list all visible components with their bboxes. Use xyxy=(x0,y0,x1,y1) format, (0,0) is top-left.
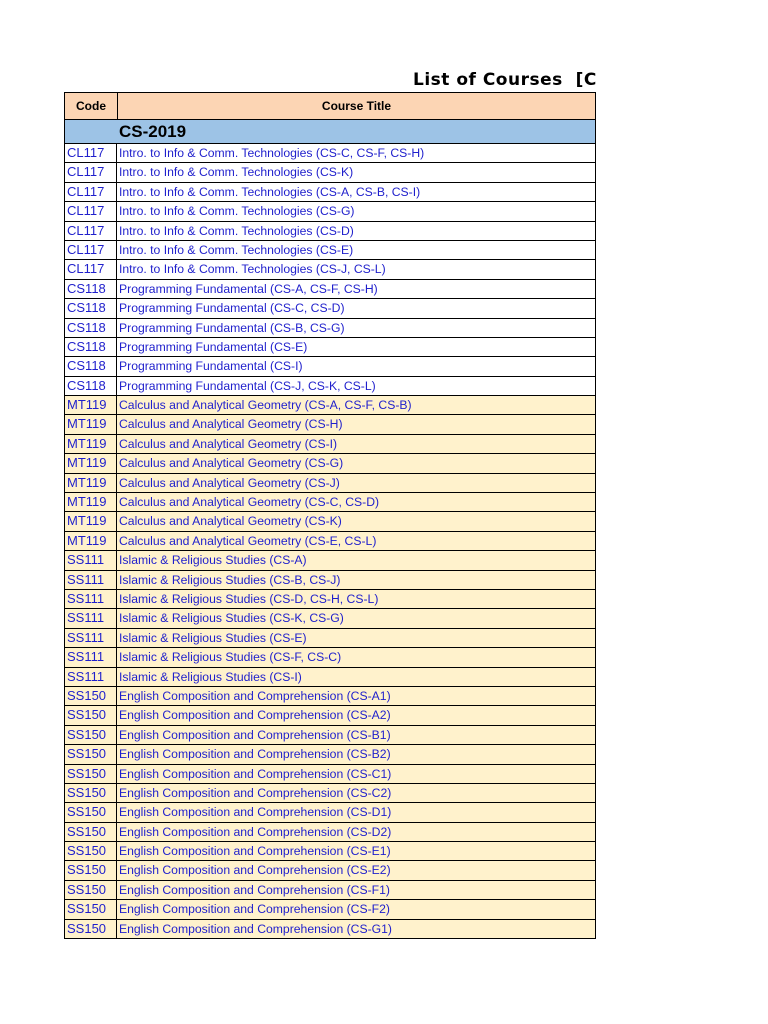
course-code-cell[interactable]: SS150 xyxy=(65,861,117,879)
course-code-cell[interactable]: SS111 xyxy=(65,551,117,569)
course-code-cell[interactable]: MT119 xyxy=(65,454,117,472)
course-code-cell[interactable]: SS150 xyxy=(65,687,117,705)
course-code-cell[interactable]: SS111 xyxy=(65,668,117,686)
course-title-cell[interactable]: English Composition and Comprehension (CS-B2) xyxy=(119,747,391,762)
table-row[interactable] xyxy=(65,920,595,939)
table-row[interactable] xyxy=(65,241,595,260)
course-title-cell[interactable]: Islamic & Religious Studies (CS-F, CS-C) xyxy=(119,650,342,665)
course-code-cell[interactable]: SS150 xyxy=(65,881,117,899)
table-row[interactable] xyxy=(65,861,595,880)
course-code-cell[interactable]: CL117 xyxy=(65,202,117,220)
table-row[interactable] xyxy=(65,668,595,687)
course-title-cell[interactable]: English Composition and Comprehension (CS-D1) xyxy=(119,805,392,820)
table-row[interactable] xyxy=(65,590,595,609)
table-row[interactable] xyxy=(65,609,595,628)
table-row[interactable] xyxy=(65,512,595,531)
table-row[interactable] xyxy=(65,299,595,318)
course-title-cell[interactable]: English Composition and Comprehension (CS-D2) xyxy=(119,824,392,839)
course-code-cell[interactable]: MT119 xyxy=(65,435,117,453)
table-row[interactable] xyxy=(65,415,595,434)
course-title-cell[interactable]: English Composition and Comprehension (CS-G1) xyxy=(119,921,392,936)
table-row[interactable] xyxy=(65,319,595,338)
course-title-cell[interactable]: Calculus and Analytical Geometry (CS-E, CS-L) xyxy=(119,533,377,548)
course-title-cell[interactable]: English Composition and Comprehension (CS-A2) xyxy=(119,708,391,723)
course-title-cell[interactable]: Calculus and Analytical Geometry (CS-H) xyxy=(119,417,343,432)
course-title-cell[interactable]: Calculus and Analytical Geometry (CS-K) xyxy=(119,514,342,529)
course-table xyxy=(64,92,596,939)
course-code-cell[interactable]: SS150 xyxy=(65,784,117,802)
table-row[interactable] xyxy=(65,493,595,512)
course-title-cell[interactable]: Programming Fundamental (CS-C, CS-D) xyxy=(119,301,345,316)
table-row[interactable] xyxy=(65,163,595,182)
table-row[interactable] xyxy=(65,474,595,493)
table-row[interactable] xyxy=(65,396,595,415)
course-code-cell[interactable]: CS118 xyxy=(65,319,117,337)
course-code-cell[interactable]: SS150 xyxy=(65,745,117,763)
course-code-cell[interactable]: CS118 xyxy=(65,338,117,356)
course-code-cell[interactable]: SS111 xyxy=(65,648,117,666)
course-title-cell[interactable]: Intro. to Info & Comm. Technologies (CS-C, CS-F, CS-H) xyxy=(119,146,425,160)
table-row[interactable] xyxy=(65,454,595,473)
table-row[interactable] xyxy=(65,183,595,202)
table-row[interactable] xyxy=(65,280,595,299)
course-title-cell[interactable]: English Composition and Comprehension (CS-F1) xyxy=(119,882,390,897)
table-body xyxy=(65,144,595,939)
course-code-cell[interactable]: SS150 xyxy=(65,920,117,938)
table-row[interactable] xyxy=(65,260,595,279)
table-row[interactable] xyxy=(65,435,595,454)
course-title-cell[interactable]: Islamic & Religious Studies (CS-I) xyxy=(119,669,302,684)
course-title-cell[interactable]: Islamic & Religious Studies (CS-K, CS-G) xyxy=(119,611,344,626)
header-code: Code xyxy=(65,93,118,119)
course-title-cell[interactable]: Calculus and Analytical Geometry (CS-A, CS-F, CS-B) xyxy=(119,398,412,413)
table-row[interactable] xyxy=(65,706,595,725)
table-row[interactable] xyxy=(65,823,595,842)
course-title-cell[interactable]: Programming Fundamental (CS-J, CS-K, CS-L) xyxy=(119,378,376,393)
section-row xyxy=(65,120,595,144)
course-title-cell[interactable]: English Composition and Comprehension (CS-C1) xyxy=(119,766,392,781)
course-code-cell[interactable]: SS150 xyxy=(65,803,117,821)
course-title-cell[interactable]: English Composition and Comprehension (CS-C2) xyxy=(119,785,392,800)
course-code-cell[interactable]: SS150 xyxy=(65,900,117,918)
course-code-cell[interactable]: MT119 xyxy=(65,493,117,511)
course-code-cell[interactable]: MT119 xyxy=(65,532,117,550)
course-title-cell[interactable]: Islamic & Religious Studies (CS-E) xyxy=(119,630,307,645)
course-title-cell[interactable]: Intro. to Info & Comm. Technologies (CS-G) xyxy=(119,204,355,219)
course-title-cell[interactable]: Calculus and Analytical Geometry (CS-J) xyxy=(119,475,340,490)
course-title-cell[interactable]: Islamic & Religious Studies (CS-D, CS-H, CS-L) xyxy=(119,591,379,606)
course-code-cell[interactable]: CL117 xyxy=(65,241,117,259)
course-title-cell[interactable]: Islamic & Religious Studies (CS-B, CS-J) xyxy=(119,572,341,587)
course-code-cell[interactable]: SS111 xyxy=(65,571,117,589)
course-title-cell[interactable]: Intro. to Info & Comm. Technologies (CS-K) xyxy=(119,165,354,180)
course-code-cell[interactable]: SS111 xyxy=(65,590,117,608)
table-row[interactable] xyxy=(65,144,595,163)
course-code-cell[interactable]: SS111 xyxy=(65,609,117,627)
section-label: CS-2019 xyxy=(119,122,187,141)
course-title-cell[interactable]: Calculus and Analytical Geometry (CS-G) xyxy=(119,456,344,471)
course-code-cell[interactable]: MT119 xyxy=(65,396,117,414)
course-code-cell[interactable]: SS150 xyxy=(65,726,117,744)
course-code-cell[interactable]: SS150 xyxy=(65,706,117,724)
course-code-cell[interactable]: MT119 xyxy=(65,512,117,530)
course-code-cell[interactable]: MT119 xyxy=(65,415,117,433)
course-title-cell[interactable]: Programming Fundamental (CS-E) xyxy=(119,339,308,354)
course-title-cell[interactable]: Calculus and Analytical Geometry (CS-I) xyxy=(119,436,338,451)
table-row[interactable] xyxy=(65,726,595,745)
course-title-cell[interactable]: English Composition and Comprehension (CS-B1) xyxy=(119,727,391,742)
course-code-cell[interactable]: CL117 xyxy=(65,144,117,162)
course-title-cell[interactable]: English Composition and Comprehension (CS-A1) xyxy=(119,688,391,703)
course-code-cell[interactable]: CL117 xyxy=(65,163,117,181)
course-title-cell[interactable]: English Composition and Comprehension (CS-E2) xyxy=(119,863,391,878)
course-title-cell[interactable]: English Composition and Comprehension (CS-F2) xyxy=(119,902,390,917)
course-code-cell[interactable]: SS150 xyxy=(65,823,117,841)
course-code-cell[interactable]: CS118 xyxy=(65,299,117,317)
course-title-cell[interactable]: Islamic & Religious Studies (CS-A) xyxy=(119,553,307,568)
course-title-cell[interactable]: Calculus and Analytical Geometry (CS-C, CS-D) xyxy=(119,495,380,510)
course-title-cell[interactable]: Intro. to Info & Comm. Technologies (CS-D) xyxy=(119,223,354,238)
course-code-cell[interactable]: SS111 xyxy=(65,629,117,647)
table-row[interactable] xyxy=(65,377,595,396)
table-row[interactable] xyxy=(65,629,595,648)
table-row[interactable] xyxy=(65,532,595,551)
table-row[interactable] xyxy=(65,784,595,803)
course-title-cell[interactable]: English Composition and Comprehension (CS-E1) xyxy=(119,844,391,859)
table-row[interactable] xyxy=(65,357,595,376)
course-title-cell[interactable]: Intro. to Info & Comm. Technologies (CS-A, CS-B, CS-I) xyxy=(119,184,421,199)
course-title-cell[interactable]: Programming Fundamental (CS-B, CS-G) xyxy=(119,320,345,335)
table-row[interactable] xyxy=(65,202,595,221)
course-code-cell[interactable]: CS118 xyxy=(65,357,117,375)
page-title: List of Courses [C xyxy=(413,70,597,90)
table-row[interactable] xyxy=(65,765,595,784)
table-row[interactable] xyxy=(65,571,595,590)
course-code-cell[interactable]: CL117 xyxy=(65,260,117,278)
course-code-cell[interactable]: SS150 xyxy=(65,842,117,860)
table-row[interactable] xyxy=(65,648,595,667)
table-row[interactable] xyxy=(65,551,595,570)
course-code-cell[interactable]: CL117 xyxy=(65,183,117,201)
course-title-cell[interactable]: Programming Fundamental (CS-A, CS-F, CS-H) xyxy=(119,281,378,296)
course-code-cell[interactable]: CS118 xyxy=(65,280,117,298)
table-row[interactable] xyxy=(65,222,595,241)
table-row[interactable] xyxy=(65,842,595,861)
course-code-cell[interactable]: CS118 xyxy=(65,377,117,395)
course-title-cell[interactable]: Intro. to Info & Comm. Technologies (CS-E) xyxy=(119,242,354,257)
table-row[interactable] xyxy=(65,803,595,822)
header-course-title: Course Title xyxy=(321,99,392,113)
table-row[interactable] xyxy=(65,900,595,919)
course-title-cell[interactable]: Programming Fundamental (CS-I) xyxy=(119,359,303,374)
course-code-cell[interactable]: CL117 xyxy=(65,222,117,240)
table-row[interactable] xyxy=(65,881,595,900)
table-header xyxy=(65,92,595,120)
course-title-cell[interactable]: Intro. to Info & Comm. Technologies (CS-J, CS-L) xyxy=(119,262,386,277)
table-row[interactable] xyxy=(65,338,595,357)
table-row[interactable] xyxy=(65,687,595,706)
table-row[interactable] xyxy=(65,745,595,764)
course-code-cell[interactable]: MT119 xyxy=(65,474,117,492)
course-code-cell[interactable]: SS150 xyxy=(65,765,117,783)
